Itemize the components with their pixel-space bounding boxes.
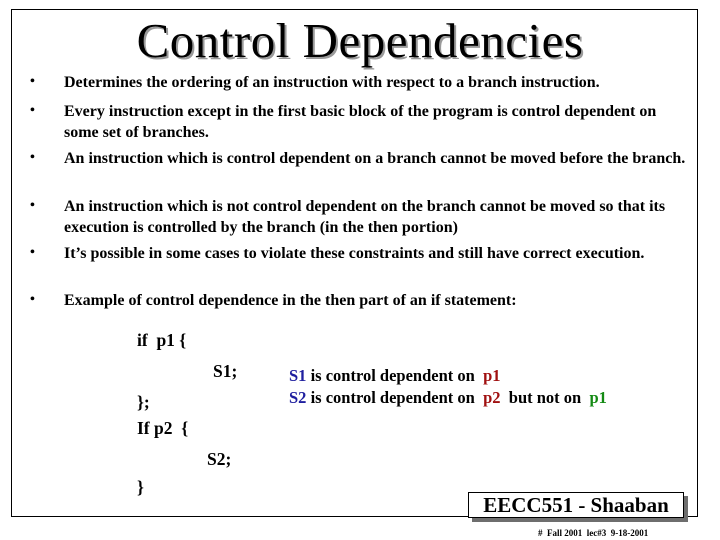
- bullet-text: Example of control dependence in the then part of an if statement:: [64, 292, 517, 309]
- code-line-s1: S1;: [213, 361, 238, 381]
- note-pred-p1: p1: [483, 366, 501, 385]
- badge-label: EECC551 - Shaaban: [468, 492, 684, 518]
- note-stmt-s1: S1: [289, 366, 307, 385]
- code-line-close-1: };: [137, 392, 150, 412]
- note-tail: but not on: [500, 388, 590, 407]
- code-line-if-p2: If p2 {: [137, 418, 189, 438]
- note-stmt-s2: S2: [289, 388, 307, 407]
- note-text: is control dependent on: [306, 388, 484, 407]
- code-line-s2: S2;: [207, 449, 232, 469]
- course-badge: [468, 492, 688, 522]
- bullet-marker: •: [30, 198, 35, 213]
- bullet-marker: •: [30, 292, 35, 307]
- note-s1: [289, 366, 501, 386]
- slide-title: Control Dependencies: [136, 13, 584, 68]
- bullet-marker: •: [30, 245, 35, 260]
- bullet-text: An instruction which is control dependent on a branch cannot be moved before the branch.: [64, 150, 686, 167]
- bullet-text: Every instruction except in the first basic block of the program is control dependent on some set of branches.: [64, 103, 657, 141]
- bullet-marker: •: [30, 74, 35, 89]
- slide-footer: # Fall 2001 lec#3 9-18-2001: [538, 528, 649, 538]
- bullet-text: It’s possible in some cases to violate these constraints and still have correct execution.: [64, 245, 645, 262]
- note-text: is control dependent on: [306, 366, 484, 385]
- bullet-text: An instruction which is not control dependent on the branch cannot be moved so that its execution is controlled by the branch (in the then portion): [64, 198, 666, 236]
- note-s2: [289, 388, 607, 408]
- note-pred-p2: p2: [483, 388, 501, 407]
- bullet-marker: •: [30, 103, 35, 118]
- bullet-marker: •: [30, 150, 35, 165]
- bullet-text: Determines the ordering of an instruction with respect to a branch instruction.: [64, 74, 600, 91]
- note-pred-p1-not: p1: [589, 388, 607, 407]
- code-line-if-p1: if p1 {: [137, 330, 187, 350]
- code-line-close-2: }: [137, 477, 144, 497]
